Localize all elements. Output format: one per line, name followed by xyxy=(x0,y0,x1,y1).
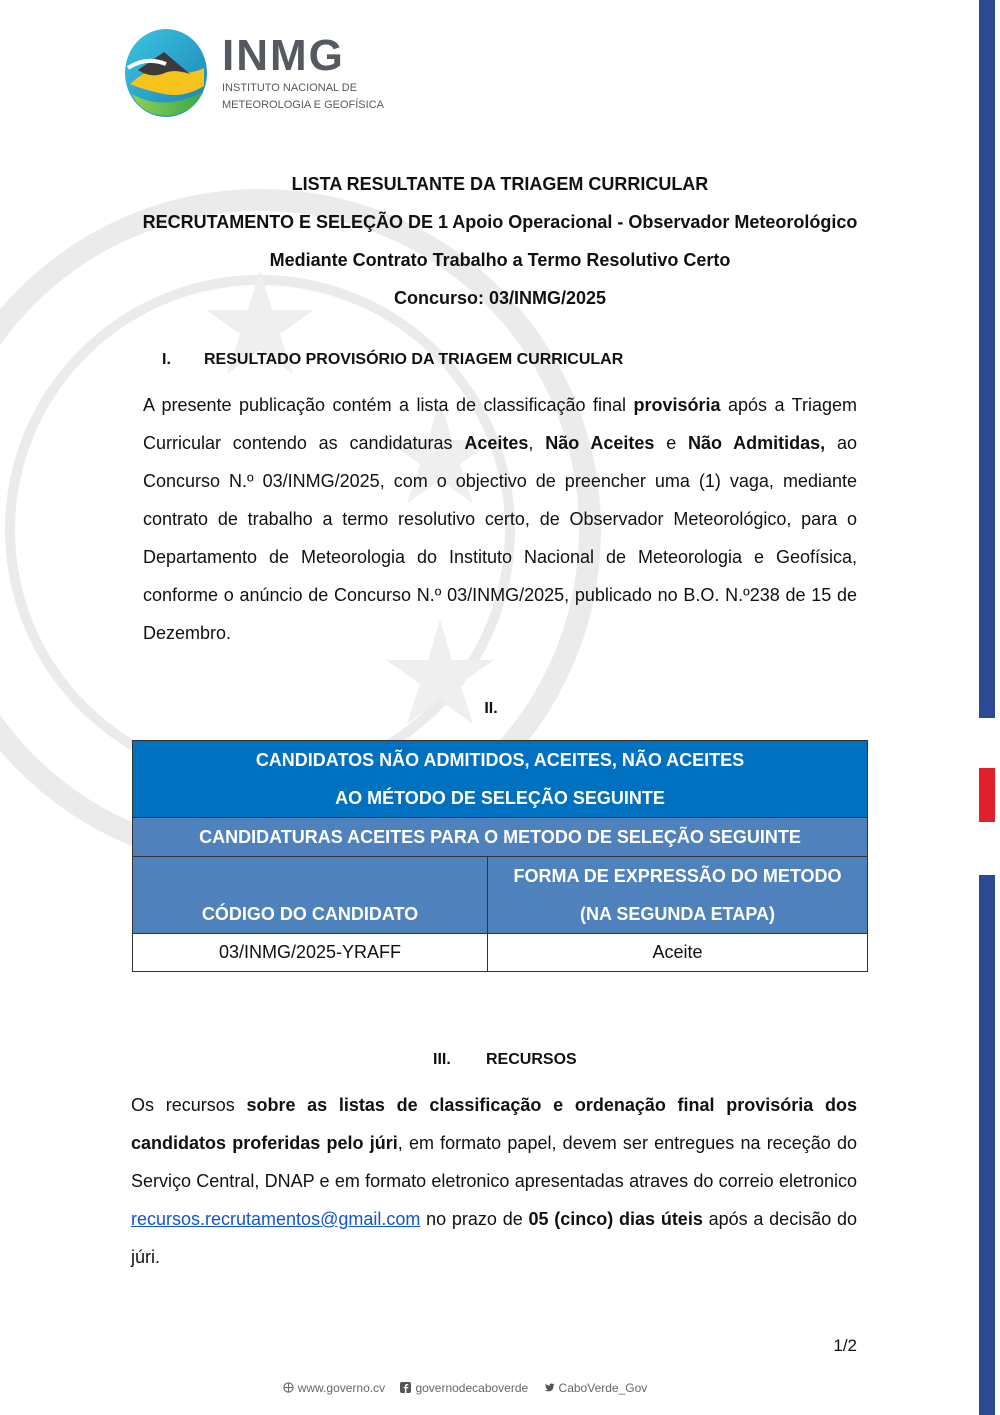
section2-number: II. xyxy=(484,700,498,717)
section1-number: I. xyxy=(162,351,171,368)
table-header-main: CANDIDATOS NÃO ADMITIDOS, ACEITES, NÃO ACEITES AO MÉTODO DE SELEÇÃO SEGUINTE xyxy=(133,741,868,818)
section1-paragraph: A presente publicação contém a lista de classificação final provisória após a Triagem Curricular contendo as candidaturas Aceites, Não Aceites e Não Admitidas, ao Concurso N.º 03/INMG/2025, com o objectivo de preencher uma (1) vaga, mediante contrato de trabalho a termo resolutivo certo, de Observador Meteorológico, para o Departamento de Meteorologia do Instituto Nacional de Meteorologia e Geofísica, conforme o anúncio de Concurso N.º 03/INMG/2025, publicado no B.O. N.º238 de 15 de Dezembro. xyxy=(143,395,858,643)
section3-number: III. xyxy=(433,1051,451,1068)
doc-title-line4: Concurso: 03/INMG/2025 xyxy=(393,288,607,308)
email-link[interactable]: recursos.recrutamentos@gmail.com xyxy=(131,1209,421,1229)
footer xyxy=(0,1381,930,1395)
globe-icon xyxy=(283,1382,294,1393)
side-bar-blue-bottom xyxy=(979,875,995,1415)
logo-subtitle-2: METEOROLOGIA E GEOFÍSICA xyxy=(222,99,384,111)
table-row xyxy=(133,934,868,972)
candidate-result: Aceite xyxy=(488,934,868,972)
logo-subtitle-1: INSTITUTO NACIONAL DE xyxy=(222,82,358,94)
twitter-icon xyxy=(544,1382,555,1393)
section3-paragraph: Os recursos sobre as listas de classificação e ordenação final provisória dos candidatos proferidas pelo júri, em formato papel, devem ser entregues na receção do Serviço Central, DNAP e em formato eletronico apresentadas atraves do correio eletronico recursos.recrutamentos@gmail.com no prazo de 05 (cinco) dias úteis após a decisão do júri. xyxy=(131,1095,857,1267)
candidate-code: 03/INMG/2025-YRAFF xyxy=(133,934,488,972)
footer-facebook[interactable]: governodecaboverde xyxy=(400,1381,531,1395)
footer-website[interactable]: www.governo.cv xyxy=(283,1381,389,1395)
footer-twitter[interactable]: CaboVerde_Gov xyxy=(544,1381,648,1395)
facebook-icon xyxy=(400,1382,411,1393)
col-header-method: FORMA DE EXPRESSÃO DO METODO (NA SEGUNDA ETAPA) xyxy=(488,857,868,934)
side-bar-red xyxy=(979,768,995,822)
table-header-sub: CANDIDATURAS ACEITES PARA O METODO DE SELEÇÃO SEGUINTE xyxy=(133,818,868,857)
doc-title-line1: LISTA RESULTANTE DA TRIAGEM CURRICULAR xyxy=(291,174,709,194)
section3-title: RECURSOS xyxy=(486,1051,577,1068)
inmg-logo xyxy=(124,28,384,118)
section1-title: RESULTADO PROVISÓRIO DA TRIAGEM CURRICULAR xyxy=(204,351,624,368)
logo-name: INMG xyxy=(222,31,345,80)
side-bar-blue-top xyxy=(979,0,995,718)
inmg-logo-icon xyxy=(124,28,208,118)
candidates-table xyxy=(132,740,868,972)
doc-title-line3: Mediante Contrato Trabalho a Termo Resolutivo Certo xyxy=(269,250,731,270)
doc-title-line2: RECRUTAMENTO E SELEÇÃO DE 1 Apoio Operacional - Observador Meteorológico xyxy=(142,212,858,232)
page-number: 1/2 xyxy=(833,1336,857,1355)
col-header-code: CÓDIGO DO CANDIDATO xyxy=(133,857,488,934)
